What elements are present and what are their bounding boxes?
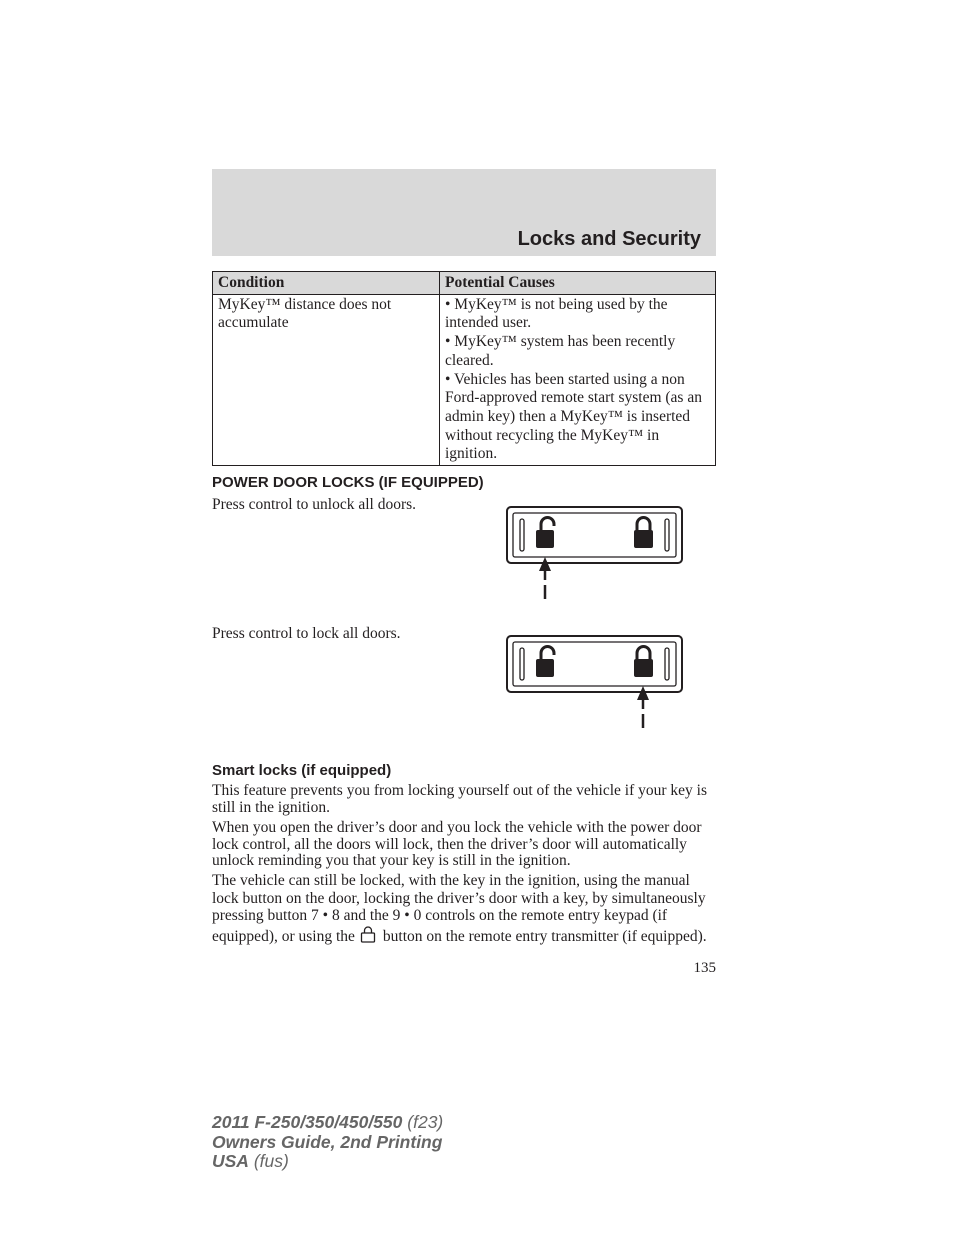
header-band bbox=[212, 169, 716, 256]
table-row bbox=[213, 294, 716, 465]
unlock-switch-illustration bbox=[505, 503, 685, 633]
power-door-locks-heading: POWER DOOR LOCKS (IF EQUIPPED) bbox=[212, 474, 484, 491]
smart-locks-paragraph-1: This feature prevents you from locking yourself out of the vehicle if your key is still in the ignition. bbox=[212, 782, 708, 816]
page-number: 135 bbox=[693, 960, 716, 976]
smart-locks-paragraph-2: When you open the driver’s door and you lock the vehicle with the power door lock control, all the doors will lock, then the driver’s door will automatically unlock reminding you that your key is still in the ignition. bbox=[212, 819, 702, 869]
lock-icon bbox=[634, 518, 653, 549]
page-title: Locks and Security bbox=[517, 228, 701, 250]
footer-model: 2011 F-250/350/450/550 bbox=[212, 1112, 403, 1132]
footer-market-line bbox=[212, 1152, 443, 1172]
unlock-icon bbox=[536, 647, 554, 678]
table-header-row bbox=[213, 272, 716, 295]
column-header-condition: Condition bbox=[213, 272, 440, 295]
lock-icon bbox=[634, 647, 653, 678]
unlock-instruction: Press control to unlock all doors. bbox=[212, 496, 417, 513]
footer-market: USA bbox=[212, 1151, 249, 1171]
lock-switch-illustration bbox=[505, 632, 685, 762]
footer-model-line bbox=[212, 1113, 443, 1133]
condition-table bbox=[212, 271, 716, 466]
cause-item: • Vehicles has been started using a non Ford-approved remote start system (as an admin key) then a MyKey™ is inserted without recycling the MyKey™ in ignition. bbox=[445, 370, 702, 463]
transmitter-lock-icon bbox=[359, 925, 377, 943]
smart-locks-paragraph-3 bbox=[212, 872, 716, 945]
smart-locks-heading: Smart locks (if equipped) bbox=[212, 762, 392, 779]
unlock-icon bbox=[536, 518, 554, 549]
column-header-causes: Potential Causes bbox=[440, 272, 716, 295]
footer bbox=[212, 1113, 443, 1172]
condition-cell: MyKey™ distance does not accumulate bbox=[213, 294, 440, 465]
footer-market-code: (fus) bbox=[253, 1151, 289, 1171]
cause-item: • MyKey™ is not being used by the intended user. bbox=[445, 295, 668, 332]
lock-instruction: Press control to lock all doors. bbox=[212, 625, 401, 642]
causes-cell bbox=[440, 294, 716, 465]
footer-guide: Owners Guide, 2nd Printing bbox=[212, 1131, 443, 1152]
footer-guide-line bbox=[212, 1133, 443, 1153]
paragraph-3-text-end: button on the remote entry transmitter (if equipped). bbox=[382, 927, 707, 945]
cause-item: • MyKey™ system has been recently cleared. bbox=[445, 333, 676, 369]
paragraph-3-text-start: The vehicle can still be locked, with the key in the ignition, using the manual lock button on the door, locking the driver’s door with a key, by simultaneously pressing button 7 • 8 and the 9 • 0 controls on the remote entry keypad (if equipped), or using the bbox=[212, 872, 706, 945]
footer-model-code: (f23) bbox=[407, 1112, 444, 1132]
